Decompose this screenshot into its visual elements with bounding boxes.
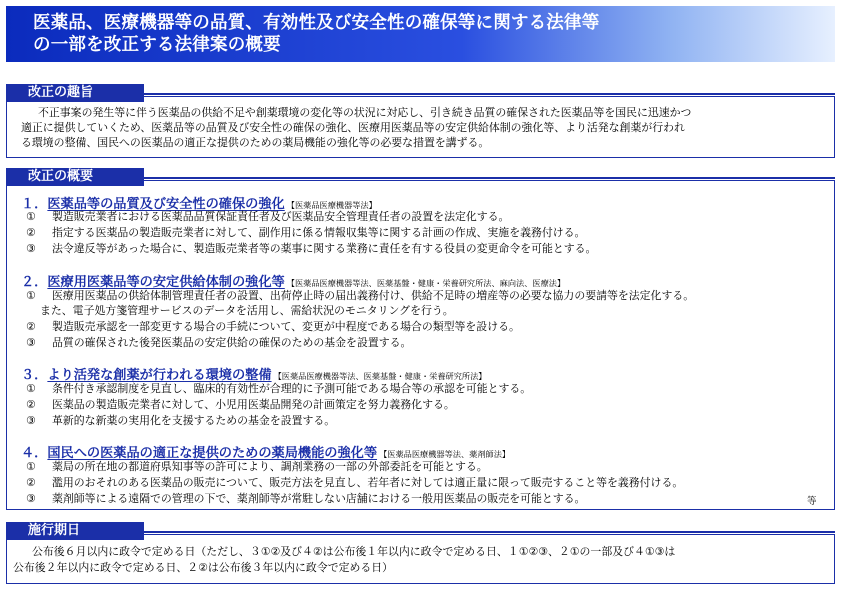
section-2-number: ２． — [21, 275, 48, 290]
list-item: ② 濫用のおそれのある医薬品の販売について、販売方法を見直し、若年者に対しては適正量に限って販売すること等を義務付ける。 — [26, 476, 684, 489]
purpose-line-1: 不正事案の発生等に伴う医薬品の供給不足や創薬環境の変化等の状況に対応し、引き続き品質の確保された医薬品等を国民に迅速かつ — [38, 106, 692, 119]
section-3-law: 【医薬品医療機器等法、医薬基盤・健康・栄養研究所法】 — [273, 371, 487, 381]
purpose-line-2: 適正に提供していくため、医薬品等の品質及び安全性の確保の強化、医療用医薬品等の安定供給体制の強化等、より活発な創薬が行われ — [21, 121, 685, 134]
page-title-line-1: 医薬品、医療機器等の品質、有効性及び安全性の確保等に関する法律等 — [33, 13, 600, 33]
section-3-heading — [21, 364, 486, 383]
etc-note: 等 — [807, 496, 817, 507]
section-2-law: 【医薬品医療機器等法、医薬基盤・健康・栄養研究所法、麻向法、医療法】 — [286, 278, 566, 288]
effective-line-1: 公布後６月以内に政令で定める日（ただし、３①②及び４②は公布後１年以内に政令で定める日、１①②③、２①の一部及び４①③は — [32, 545, 676, 558]
summary-label: 改正の概要 — [6, 168, 144, 186]
list-item: ① 条件付き承認制度を見直し、臨床的有効性が合理的に予測可能である場合等の承認を可能とする。 — [26, 382, 532, 395]
list-item: ③ 薬剤師等による遠隔での管理の下で、薬剤師等が常駐しない店舗における一般用医薬品の販売を可能とする。 — [26, 492, 586, 505]
list-item: ③ 革新的な新薬の実用化を支援するための基金を設置する。 — [26, 414, 336, 427]
section-1-law: 【医薬品医療機器等法】 — [286, 200, 377, 210]
title-banner — [6, 6, 835, 62]
effective-label: 施行期日 — [6, 522, 144, 540]
page-title-line-2: の一部を改正する法律案の概要 — [33, 35, 281, 55]
list-item: ① 薬局の所在地の都道府県知事等の許可により、調剤業務の一部の外部委託を可能とする。 — [26, 460, 488, 473]
list-item: ① 医療用医薬品の供給体制管理責任者の設置、出荷停止時の届出義務付け、供給不足時の増産等の必要な協力の要請等を法定化する。 — [26, 289, 695, 302]
purpose-line-3: る環境の整備、国民への医薬品の適正な提供のための薬局機能の強化等の必要な措置を講ずる。 — [21, 136, 490, 149]
section-4-heading — [21, 442, 510, 461]
list-item: ③ 法令違反等があった場合に、製造販売業者等の薬事に関する業務に責任を有する役員の変更命令を可能とする。 — [26, 242, 597, 255]
list-item: ② 医薬品の製造販売業者に対して、小児用医薬品開発の計画策定を努力義務化する。 — [26, 398, 455, 411]
section-1-number: １． — [21, 197, 48, 212]
effective-line-2: 公布後２年以内に政令で定める日、２②は公布後３年以内に政令で定める日） — [13, 561, 394, 574]
list-item: ② 製造販売承認を一部変更する場合の手続について、変更が中程度である場合の類型等を設ける。 — [26, 320, 520, 333]
list-item: ② 指定する医薬品の製造販売業者に対して、副作用に係る情報収集等に関する計画の作成、実施を義務付ける。 — [26, 226, 586, 239]
purpose-label: 改正の趣旨 — [6, 84, 144, 102]
section-4-number: ４． — [21, 446, 48, 461]
list-item: ① 製造販売業者における医薬品品質保証責任者及び医薬品安全管理責任者の設置を法定化する。 — [26, 210, 510, 223]
section-3-number: ３． — [21, 368, 48, 383]
list-item: また、電子処方箋管理サービスのデータを活用し、需給状況のモニタリングを行う。 — [40, 304, 454, 317]
section-2-title: 医療用医薬品等の安定供給体制の強化等 — [47, 275, 285, 290]
list-item: ③ 品質の確保された後発医薬品の安定供給の確保のための基金を設置する。 — [26, 336, 412, 349]
section-4-title: 国民への医薬品の適正な提供のための薬局機能の強化等 — [47, 446, 378, 461]
section-4-law: 【医薬品医療機器等法、薬剤師法】 — [379, 449, 511, 459]
purpose-label-rule — [144, 93, 835, 95]
effective-label-rule — [144, 531, 835, 533]
page-title — [33, 12, 599, 56]
section-2-heading — [21, 271, 565, 290]
summary-label-rule — [144, 177, 835, 179]
effective-box — [6, 534, 835, 584]
section-1-title: 医薬品等の品質及び安全性の確保の強化 — [47, 197, 285, 212]
section-3-title: より活発な創薬が行われる環境の整備 — [47, 368, 272, 383]
